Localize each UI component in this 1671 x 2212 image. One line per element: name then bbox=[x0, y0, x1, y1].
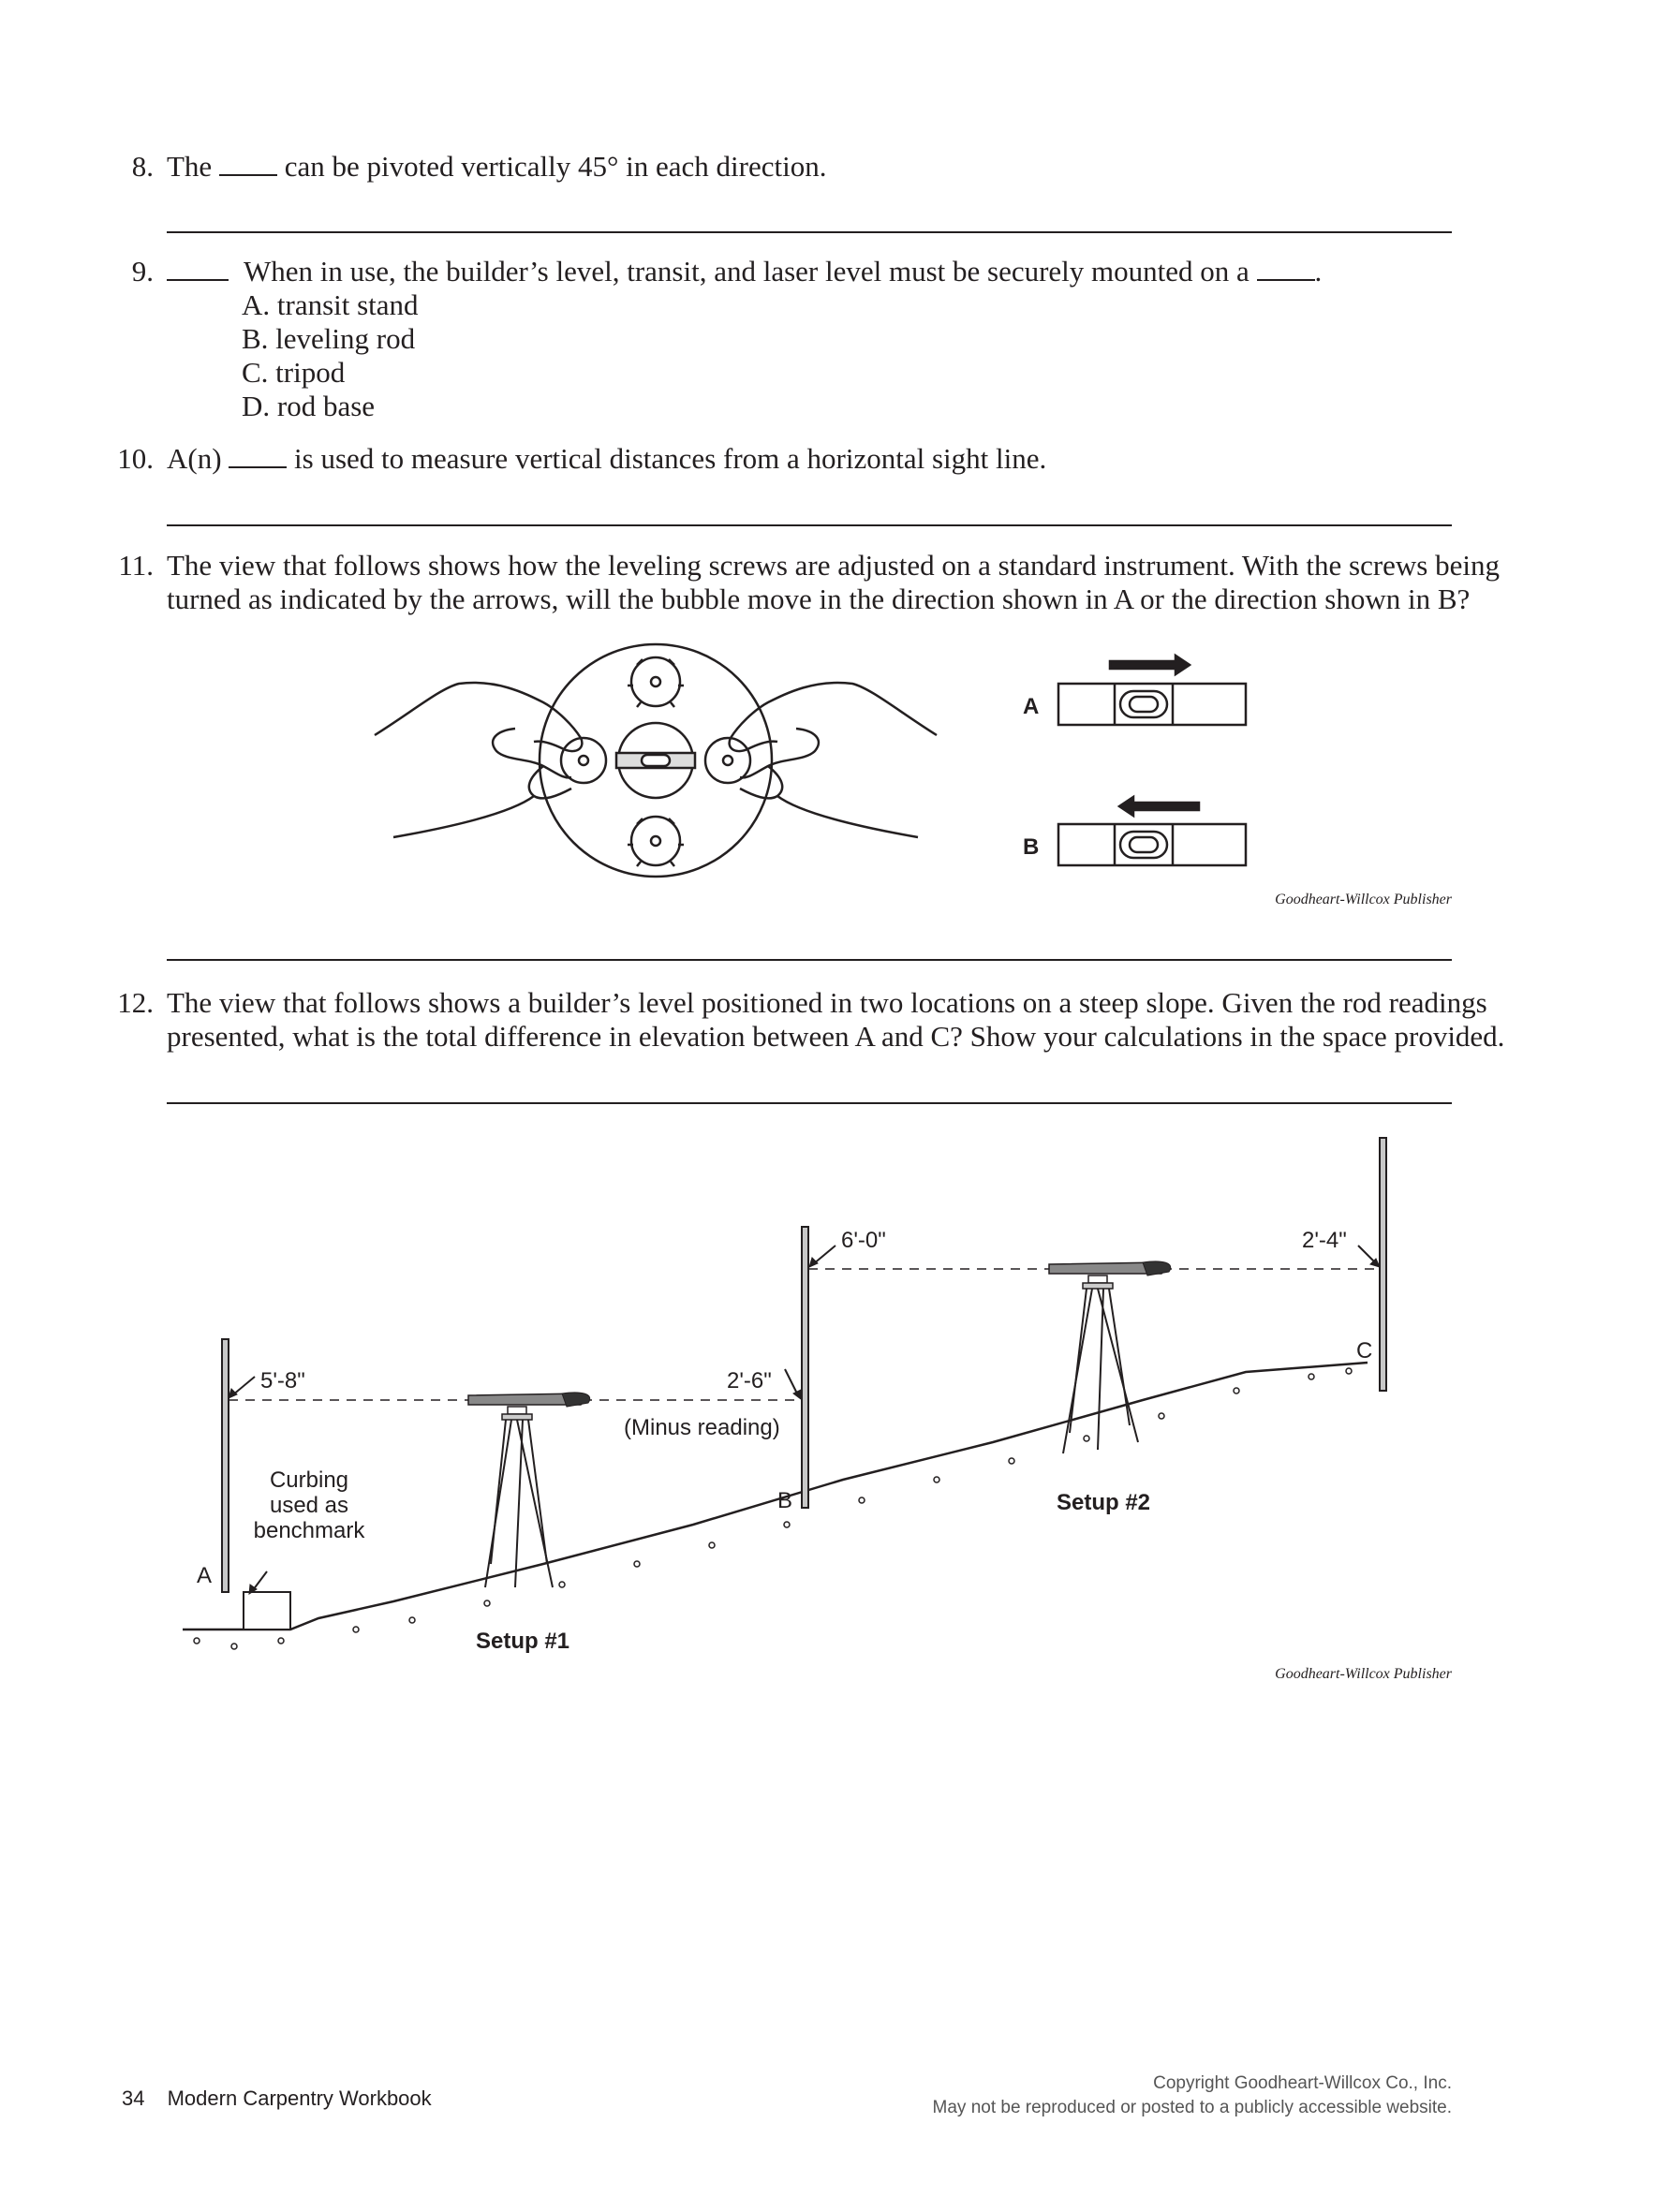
tripod-1 bbox=[485, 1420, 553, 1587]
figure-credit: Goodheart-Willcox Publisher bbox=[1275, 892, 1452, 907]
question-10-text: A(n) is used to measure vertical distances from a horizontal sight line. bbox=[167, 442, 1047, 475]
option-d: D. rod base bbox=[242, 390, 376, 422]
blank-line[interactable] bbox=[219, 150, 277, 176]
question-number: 10. bbox=[117, 442, 154, 475]
footer-left bbox=[122, 2087, 432, 2111]
question-12-line1: The view that follows shows a builder’s level positioned in two locations on a steep slope. Given the rod readings bbox=[167, 986, 1487, 1019]
answer-line-12[interactable] bbox=[167, 1102, 1452, 1104]
copyright-line1: Copyright Goodheart-Willcox Co., Inc. bbox=[1153, 2073, 1452, 2093]
rod-c bbox=[1380, 1138, 1386, 1391]
svg-text:benchmark: benchmark bbox=[253, 1518, 365, 1543]
question-number: 9. bbox=[131, 255, 154, 288]
question-8-text: The can be pivoted vertically 45° in each direction. bbox=[167, 150, 827, 183]
answer-line-8[interactable] bbox=[167, 231, 1452, 233]
elevation-diagram bbox=[169, 1124, 1480, 1667]
bubble-vials bbox=[1012, 646, 1255, 871]
reading-a: 5'-8" bbox=[260, 1368, 305, 1394]
blank-line bbox=[1257, 255, 1315, 281]
option-c: C. tripod bbox=[242, 356, 346, 389]
question-number: 12. bbox=[117, 986, 154, 1019]
page-number: 34 bbox=[122, 2087, 145, 2110]
minus-reading-note: (Minus reading) bbox=[624, 1415, 780, 1440]
copyright bbox=[933, 2072, 1452, 2120]
setup-1-label: Setup #1 bbox=[476, 1629, 570, 1654]
option-a: A. transit stand bbox=[242, 288, 419, 321]
setup-2-label: Setup #2 bbox=[1057, 1490, 1151, 1515]
reading-b2: 6'-0" bbox=[841, 1228, 886, 1253]
question-11-line1: The view that follows shows how the leveling screws are adjusted on a standard instrument. With the screws being bbox=[167, 549, 1500, 582]
label-a: A bbox=[1023, 694, 1040, 719]
curbing-label: Curbing bbox=[269, 1467, 349, 1493]
point-b-label: B bbox=[777, 1488, 793, 1513]
copyright-line2: May not be reproduced or posted to a publicly accessible website. bbox=[932, 2098, 1452, 2117]
reading-c: 2'-4" bbox=[1302, 1228, 1347, 1253]
leveling-screws-illustration bbox=[356, 637, 955, 880]
right-arrow-icon bbox=[1110, 656, 1190, 674]
question-9-text: When in use, the builder’s level, transit, and laser level must be securely mounted on a . bbox=[244, 255, 1323, 288]
reading-b1: 2'-6" bbox=[727, 1368, 772, 1394]
figure-credit-2: Goodheart-Willcox Publisher bbox=[1275, 1666, 1452, 1682]
ground-line bbox=[183, 1363, 1368, 1630]
rod-b bbox=[802, 1227, 808, 1508]
option-b: B. leveling rod bbox=[242, 322, 416, 355]
rod-a bbox=[222, 1339, 229, 1592]
point-c-label: C bbox=[1356, 1338, 1373, 1364]
question-number: 8. bbox=[131, 150, 154, 183]
question-number: 11. bbox=[118, 549, 154, 582]
blank-line bbox=[229, 442, 287, 468]
point-a-label: A bbox=[197, 1563, 213, 1588]
tripod-2 bbox=[1063, 1289, 1138, 1453]
left-arrow-icon bbox=[1119, 797, 1199, 816]
label-b: B bbox=[1023, 834, 1040, 860]
question-11-line2: turned as indicated by the arrows, will the bubble move in the direction shown in A or the direction shown in B? bbox=[167, 582, 1471, 615]
builders-level-1 bbox=[468, 1393, 590, 1420]
question-12-line2: presented, what is the total difference in elevation between A and C? Show your calculations in the space provided. bbox=[167, 1020, 1505, 1053]
answer-blank-9[interactable] bbox=[167, 255, 229, 288]
builders-level-2 bbox=[1049, 1261, 1171, 1289]
book-title: Modern Carpentry Workbook bbox=[167, 2087, 432, 2110]
svg-text:used as: used as bbox=[269, 1493, 349, 1518]
answer-line-11[interactable] bbox=[167, 959, 1452, 961]
answer-line-10[interactable] bbox=[167, 524, 1452, 526]
